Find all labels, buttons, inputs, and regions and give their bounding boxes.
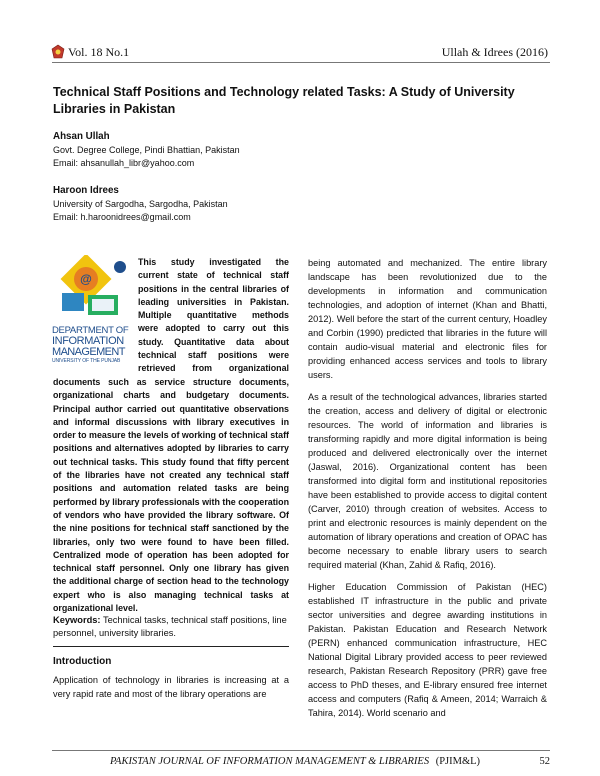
abstract-line: positions in the central libraries of — [138, 283, 289, 294]
logo-graphic-icon — [52, 255, 136, 321]
page-number: 52 — [539, 756, 550, 767]
footer-journal: PAKISTAN JOURNAL OF INFORMATION MANAGEMENT & LIBRARIES — [110, 756, 430, 767]
paper-title: Technical Staff Positions and Technology related Tasks: A Study of University Libraries in Pakistan — [53, 85, 515, 116]
abstract-line: were adopted to carry out this — [138, 323, 289, 334]
logo-line-4: UNIVERSITY OF THE PUNJAB — [52, 358, 121, 364]
body-paragraph: being automated and mechanized. The entire library landscape has been revolutionized due to the developments in information and communication technologies, and adoption of internet (Khan and Bhatti, 2012). Well before the start of the current century, Hoadley and Corbin (1990) predicted that libraries in the future will contain audio-visual material and electronic files for providing enhanced access services and tools to library users. — [308, 258, 547, 380]
logo-line-3: MANAGEMENT — [52, 346, 125, 358]
footer-abbr: (PJIM&L) — [435, 756, 481, 767]
author-name: Haroon Idrees — [53, 185, 119, 196]
journal-emblem-icon — [51, 44, 65, 60]
keywords-text: Technical tasks, technical staff positions, line personnel, university libraries. — [53, 615, 287, 638]
abstract-line: technical staff positions were — [138, 350, 289, 361]
body-paragraph: Higher Education Commission of Pakistan (HEC) established IT infrastructure in the public and private sector universities and degree awarding institutions in Pakistan. Pakistan Education and Research Network (PERN) enhanced communication infrastructure, HEC National Digital Library provided access to peer reviewed research, Pakistan Research Repository (PRR) gave free access to PhD theses, and E-library ensured free internet access and computers (Rafiq & Ameen, 2014; Warraich & Tahira, 2014). World scenario and — [308, 582, 547, 718]
introduction-heading: Introduction — [53, 656, 112, 667]
keywords-block — [53, 614, 289, 640]
abstract-line: retrieved from organizational — [138, 363, 289, 374]
abstract-line: study. Quantitative data about — [138, 336, 289, 347]
abstract-body: documents such as service structure documents, organizational charts and budgetary documents. Principal author carried out quantitative observations and informal discussions with library executives in order to measure the levels of working of technical staff positions and alternatives adopted by libraries to carry out technical tasks. This study found that fifty percent of the libraries have not created any technical staff positions and automation related tasks are being performed by library professionals with the cooperation of vendors who have provided the library software. Of the nine positions for technical staff sanctioned by the libraries, only two were found to have been filled. Centralized mode of operation has been adopted for technical staff personnel. Only one library has given the additional charge of section head to the technology expert who is also managing technical tasks at organizational level. — [53, 377, 289, 614]
keywords-divider — [53, 646, 289, 647]
author-block-1 — [53, 131, 240, 168]
abstract-line: leading universities in Pakistan. — [138, 296, 289, 307]
logo-line-1: DEPARTMENT OF — [52, 325, 129, 336]
footer-divider — [52, 750, 550, 751]
abstract-narrow — [138, 256, 289, 376]
abstract-line: current state of technical staff — [138, 270, 289, 281]
author-affiliation: Govt. Degree College, Pindi Bhattian, Pakistan — [53, 145, 240, 155]
author-email[interactable]: Email: ahsanullah_libr@yahoo.com — [53, 158, 195, 168]
volume-label: Vol. 18 No.1 — [68, 45, 130, 59]
abstract-line: Multiple quantitative methods — [138, 310, 289, 321]
authors-year-label: Ullah & Idrees (2016) — [441, 45, 548, 59]
footer — [110, 756, 550, 767]
author-affiliation: University of Sargodha, Sargodha, Pakistan — [53, 199, 228, 209]
introduction-text: Application of technology in libraries is increasing at a very rapid rate and most of the library operations are — [53, 675, 289, 699]
department-logo — [52, 255, 136, 367]
author-email[interactable]: Email: h.haroonidrees@gmail.com — [53, 212, 191, 222]
abstract-line: This study investigated the — [138, 257, 289, 267]
body-paragraph: As a result of the technological advances, libraries started the creation, access and delivery of digital or electronic resources. The world of information and libraries is transforming rapidly and more digital information is being produced and delivered electronically over the internet (Jaswal, 2016). Organizational content has been transformed into digital form and institutional repositories have been established to provide access to digital content (Carver, 2010) through creation of websites. Access to print and electronic resources is mainly dependent on the automation of library operations and creation of OPAC has become necessary to enable library users to search required material (Khan, Zahid & Rafiq, 2016). — [308, 392, 547, 570]
svg-text:@: @ — [80, 272, 92, 286]
header-divider — [52, 62, 550, 63]
author-block-2 — [53, 185, 228, 222]
keywords-label: Keywords: — [53, 615, 101, 625]
right-column — [308, 256, 547, 728]
author-name: Ahsan Ullah — [53, 131, 110, 142]
logo-line-2: INFORMATION — [52, 335, 124, 347]
